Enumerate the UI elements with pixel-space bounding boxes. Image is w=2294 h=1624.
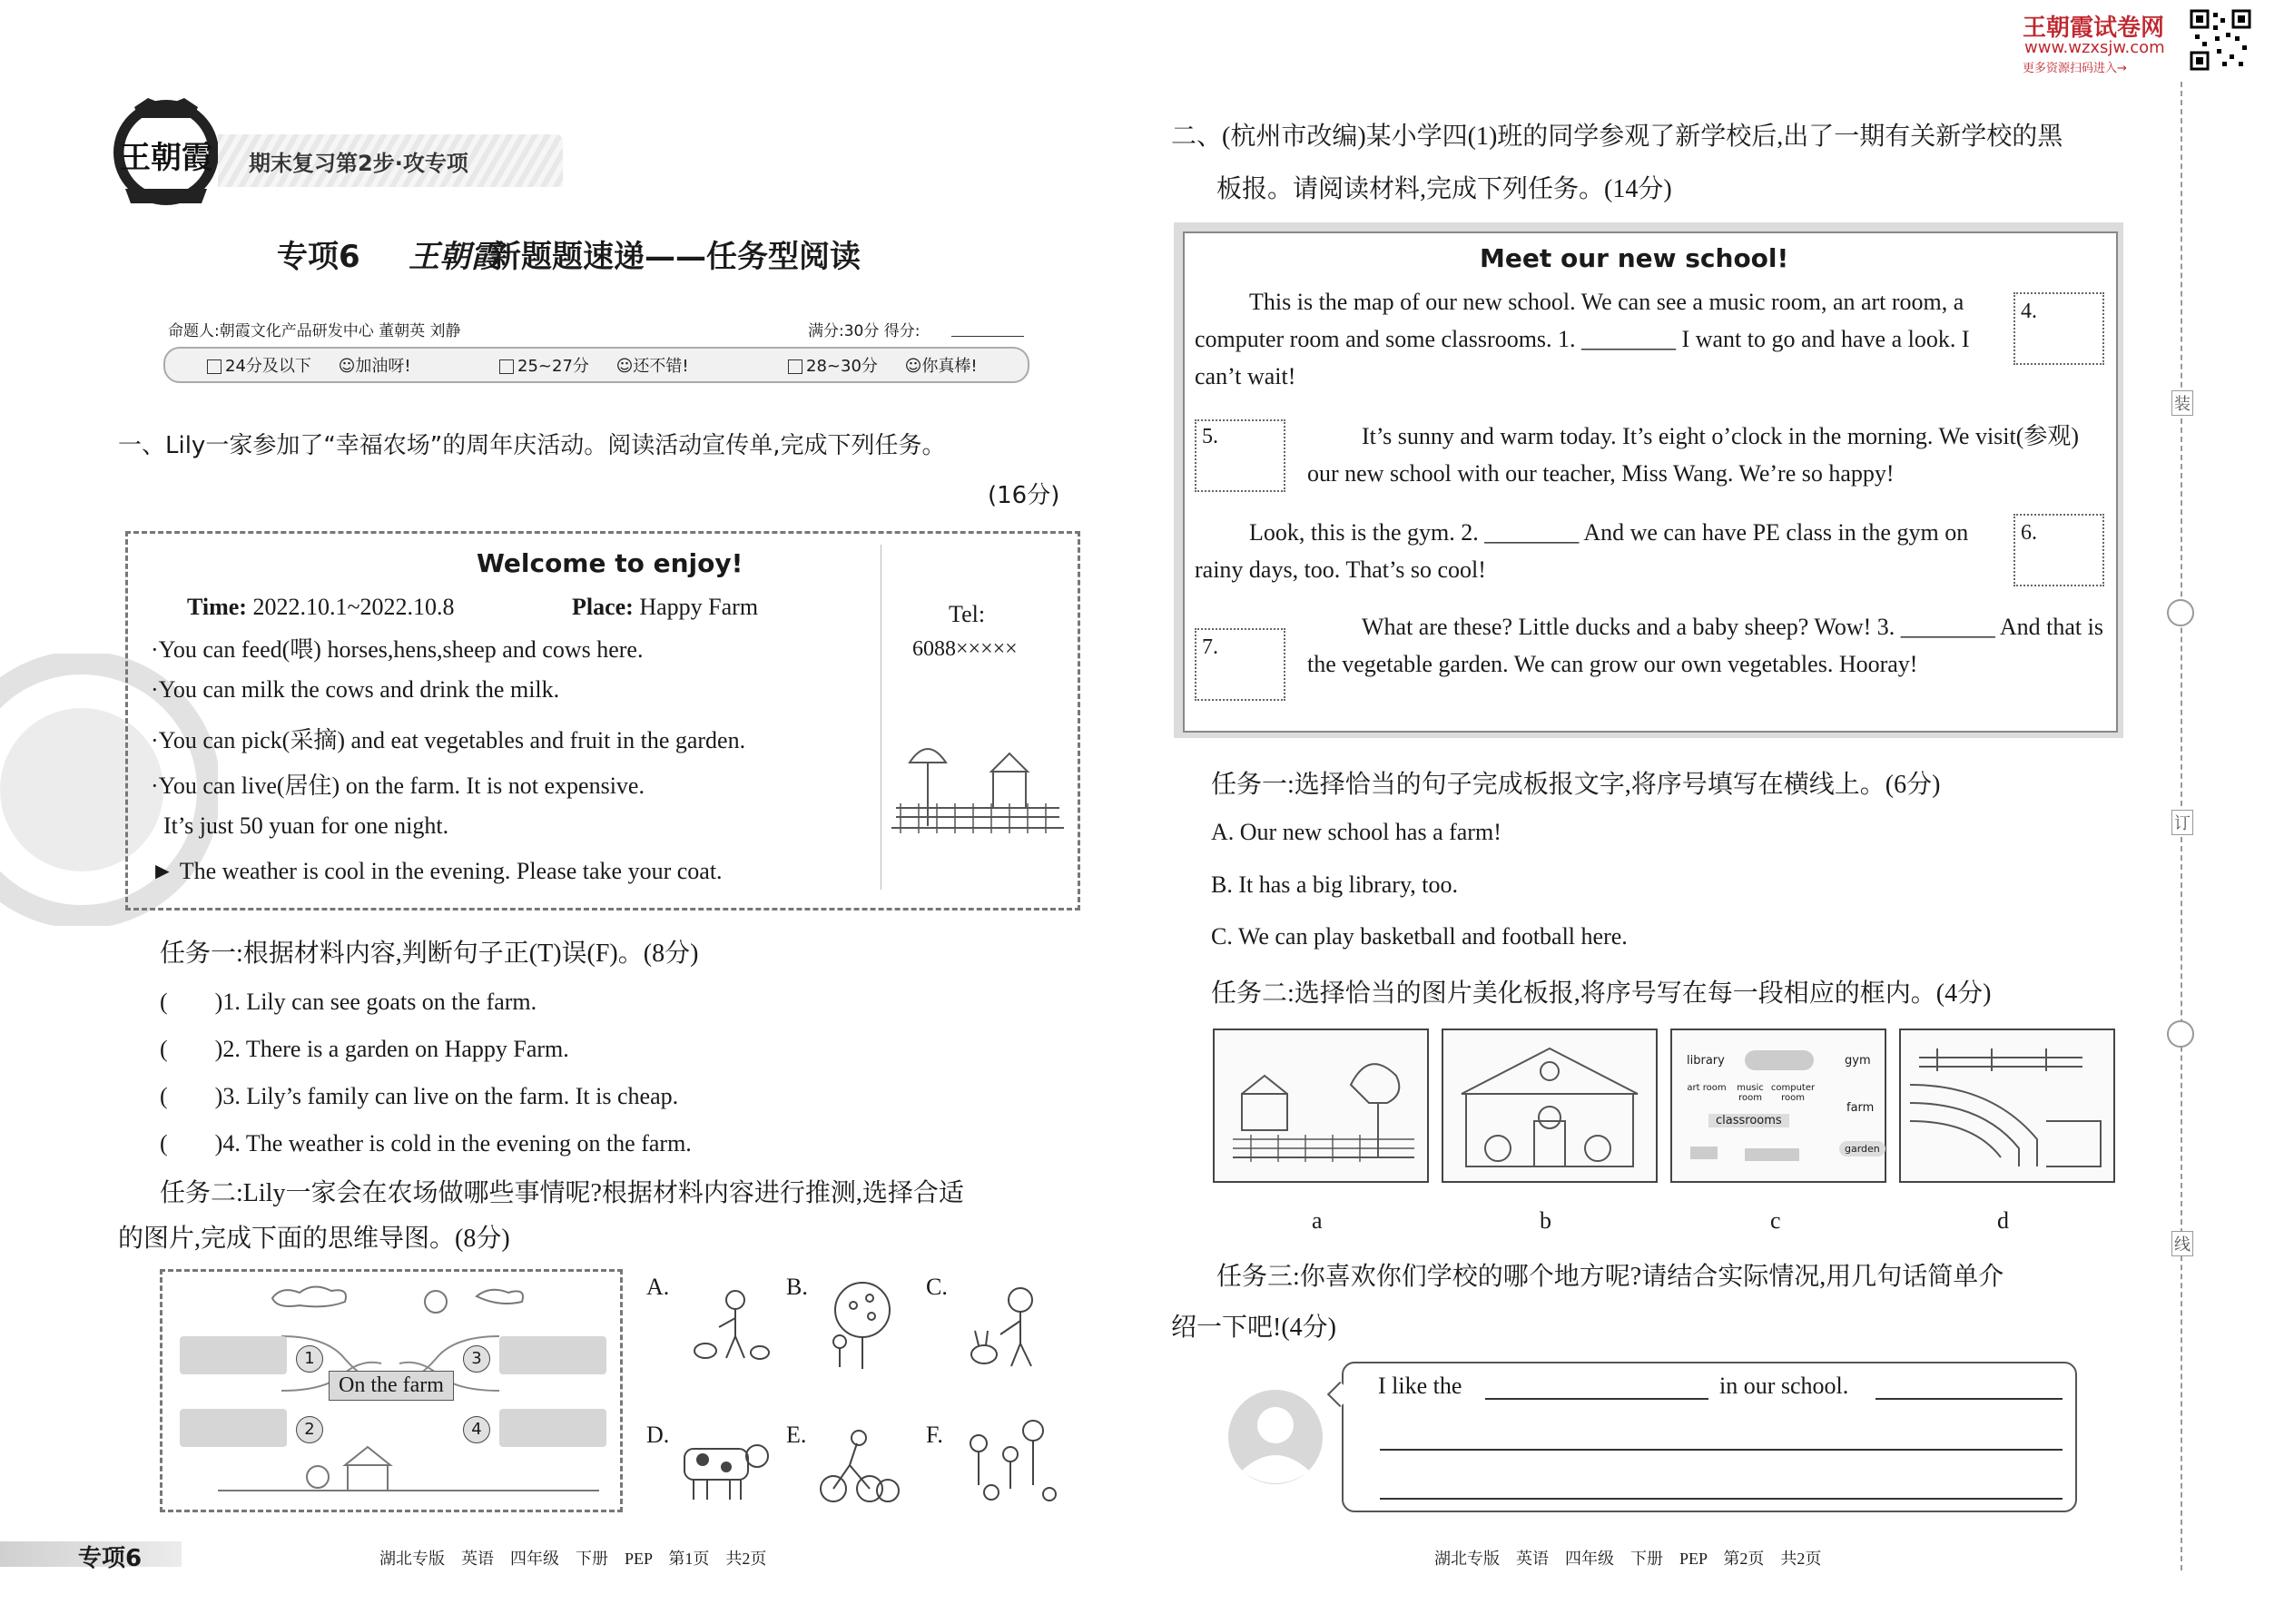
- board-title: Meet our new school!: [1480, 243, 1789, 273]
- flyer-line-4: ·You can live(居住) on the farm. It is not expensive.: [151, 773, 645, 799]
- task1-option-b: B. It has a big library, too.: [1211, 871, 1458, 898]
- picture-a[interactable]: [1213, 1029, 1429, 1183]
- map-block: [1745, 1148, 1799, 1161]
- feed-hens-picture-icon[interactable]: [683, 1280, 773, 1371]
- blank-line-2[interactable]: [1380, 1449, 2063, 1451]
- family-picture-icon[interactable]: [960, 1412, 1064, 1507]
- avatar-icon: [1226, 1387, 1325, 1487]
- map-label-music-room: music room: [1737, 1083, 1764, 1103]
- map-field: [1745, 1050, 1814, 1070]
- blank-sentence-1[interactable]: [1876, 1398, 2063, 1400]
- mindmap-num-4: 4: [463, 1416, 490, 1443]
- side-mark-1: 装: [2171, 390, 2193, 416]
- mindmap-num-2: 2: [296, 1416, 323, 1443]
- right-footer: 湖北专版 英语 四年级 下册 PEP 第2页 共2页: [1434, 1550, 1822, 1568]
- authors-label: 命题人:朝霞文化产品研发中心 董朝英 刘静: [168, 322, 461, 340]
- qr-code-icon[interactable]: [2190, 9, 2251, 71]
- smiley-icon: ☺: [904, 357, 922, 376]
- tel-label: Tel:: [949, 601, 986, 627]
- map-label-gym: gym: [1845, 1054, 1871, 1068]
- left-task2-heading-1: 任务二:Lily一家会在农场做哪些事情呢?根据材料内容进行推测,选择合适: [160, 1179, 964, 1207]
- board-paragraph-1: This is the map of our new school. We can see a music room, an art room, a computer room and some classrooms. 1. ________ I want to go and have a look. I can’t wait!: [1195, 289, 1970, 389]
- rating-item-1[interactable]: 24分及以下 ☺加油呀!: [207, 353, 411, 377]
- speech-mid: in our school.: [1719, 1373, 1849, 1399]
- page-title: 新题题速递——任务型阅读: [490, 239, 861, 275]
- option-e-label: E.: [786, 1422, 807, 1448]
- left-footer: 湖北专版 英语 四年级 下册 PEP 第1页 共2页: [379, 1550, 767, 1568]
- map-block: [1690, 1147, 1718, 1159]
- picture-a-label: a: [1312, 1207, 1323, 1234]
- checkbox-icon[interactable]: [207, 359, 222, 374]
- farm-picture-icon: [1215, 1030, 1427, 1181]
- right-task1-heading: 任务一:选择恰当的句子完成板报文字,将序号填写在横线上。(6分): [1211, 771, 1941, 799]
- side-mark-3: 线: [2171, 1231, 2193, 1256]
- pick-fruit-picture-icon[interactable]: [817, 1278, 908, 1373]
- blank-line-3[interactable]: [1380, 1498, 2063, 1500]
- right-task3-heading-1: 任务三:你喜欢你们学校的哪个地方呢?请结合实际情况,用几句话简单介: [1216, 1263, 2004, 1291]
- right-task2-heading: 任务二:选择恰当的图片美化板报,将序号写在每一段相应的框内。(4分): [1211, 979, 1992, 1008]
- mindmap-center: On the farm: [329, 1371, 454, 1401]
- place-label: Place:: [572, 594, 634, 620]
- flyer-line-2: ·You can milk the cows and drink the milk.: [151, 676, 560, 703]
- left-task2-heading-2: 的图片,完成下面的思维导图。(8分): [118, 1225, 510, 1253]
- time-label: Time:: [187, 594, 247, 620]
- tf-item-1[interactable]: ( )1. Lily can see goats on the farm.: [160, 989, 537, 1015]
- option-d-label: D.: [646, 1422, 670, 1448]
- right-task3-heading-2: 绍一下吧!(4分): [1171, 1314, 1336, 1342]
- task1-option-c: C. We can play basketball and football here.: [1211, 923, 1628, 950]
- banner-text: 期末复习第2步·攻专项: [249, 151, 468, 176]
- flyer-line-5: It’s just 50 yuan for one night.: [163, 812, 449, 839]
- footer-tag: 专项6: [78, 1545, 143, 1572]
- option-c-label: C.: [926, 1274, 948, 1300]
- section1-heading: 一、Lily一家参加了“幸福农场”的周年庆活动。阅读活动宣传单,完成下列任务。: [118, 432, 946, 459]
- picture-d[interactable]: [1899, 1029, 2115, 1183]
- feed-rabbit-picture-icon[interactable]: [957, 1280, 1057, 1371]
- score-blank[interactable]: [951, 336, 1024, 337]
- flyer-title: Welcome to enjoy!: [477, 548, 743, 578]
- binding-hole-icon: [2167, 1020, 2194, 1048]
- stadium-picture-icon: [1901, 1030, 2113, 1181]
- section2-heading-2: 板报。请阅读材料,完成下列任务。(14分): [1216, 175, 1672, 203]
- speech-start: I like the: [1378, 1373, 1462, 1399]
- mindmap-blank-4[interactable]: [499, 1409, 606, 1447]
- section2-heading-1: 二、(杭州市改编)某小学四(1)班的同学参观了新学校后,出了一期有关新学校的黑: [1171, 123, 2063, 151]
- option-a-label: A.: [646, 1274, 670, 1300]
- picture-c-label: c: [1770, 1207, 1781, 1234]
- rating-item-2[interactable]: 25~27分 ☺还不错!: [499, 353, 689, 377]
- binding-hole-icon: [2167, 599, 2194, 626]
- cow-picture-icon[interactable]: [675, 1427, 775, 1505]
- flyer-line-1: ·You can feed(喂) horses,hens,sheep and cows here.: [151, 636, 644, 663]
- tf-item-4[interactable]: ( )4. The weather is cold in the evening on the farm.: [160, 1130, 692, 1156]
- mindmap-blank-2[interactable]: [180, 1409, 287, 1447]
- map-label-classrooms: classrooms: [1708, 1114, 1789, 1127]
- left-task1-heading: 任务一:根据材料内容,判断句子正(T)误(F)。(8分): [160, 940, 699, 968]
- qr-hint: 更多资源扫码进入→: [2023, 62, 2127, 75]
- flyer-line-3: ·You can pick(采摘) and eat vegetables and fruit in the garden.: [151, 727, 746, 753]
- side-mark-2: 订: [2171, 810, 2193, 835]
- option-f-label: F.: [926, 1422, 943, 1448]
- checkbox-icon[interactable]: [499, 359, 514, 374]
- place-value: Happy Farm: [639, 594, 759, 620]
- school-building-picture-icon: [1443, 1030, 1656, 1181]
- map-label-art-room: art room: [1687, 1083, 1727, 1093]
- smiley-icon: ☺: [338, 357, 356, 376]
- farm-illustration-icon: [891, 726, 1064, 840]
- mindmap-blank-3[interactable]: [499, 1336, 606, 1374]
- picture-b-label: b: [1540, 1207, 1551, 1234]
- tf-item-3[interactable]: ( )3. Lily’s family can live on the farm. It is cheap.: [160, 1083, 679, 1109]
- board-paragraph-2: It’s sunny and warm today. It’s eight o’clock in the morning. We visit(参观) our new school with our teacher, Miss Wang. We’re so happy!: [1307, 423, 2080, 487]
- flyer-line-6: ► The weather is cool in the evening. Please take your coat.: [151, 858, 723, 884]
- tel-value: 6088×××××: [912, 637, 1018, 661]
- brand-url[interactable]: www.wzxsjw.com: [2024, 38, 2165, 57]
- option-b-label: B.: [786, 1274, 808, 1300]
- tf-item-2[interactable]: ( )2. There is a garden on Happy Farm.: [160, 1036, 569, 1062]
- picture-b[interactable]: [1442, 1029, 1658, 1183]
- logo-text: 王朝霞: [120, 142, 212, 175]
- section1-points: (16分): [988, 482, 1060, 509]
- smiley-icon: ☺: [615, 357, 634, 376]
- map-label-computer-room: computer room: [1770, 1083, 1816, 1103]
- pic-box-4-label: 4.: [2021, 300, 2037, 323]
- section-title-number: 专项6: [277, 239, 360, 275]
- picture-c[interactable]: [1670, 1029, 1886, 1183]
- blank-place[interactable]: [1485, 1398, 1708, 1400]
- pic-box-5-label: 5.: [1202, 425, 1218, 448]
- ride-bikes-picture-icon[interactable]: [813, 1423, 908, 1507]
- checkbox-icon[interactable]: [788, 359, 802, 374]
- mindmap-blank-1[interactable]: [180, 1336, 287, 1374]
- pic-box-6-label: 6.: [2021, 521, 2037, 545]
- map-label-garden: garden: [1839, 1141, 1885, 1156]
- picture-d-label: d: [1997, 1207, 2009, 1234]
- time-value: 2022.10.1~2022.10.8: [252, 594, 455, 620]
- task1-option-a: A. Our new school has a farm!: [1211, 819, 1501, 845]
- mindmap-num-3: 3: [463, 1345, 490, 1373]
- rating-item-3[interactable]: 28~30分 ☺你真棒!: [788, 353, 978, 377]
- title-brand: 王朝霞: [409, 241, 501, 274]
- map-label-library: library: [1687, 1054, 1725, 1068]
- board-paragraph-3: Look, this is the gym. 2. ________ And we can have PE class in the gym on rainy days, too. That’s so cool!: [1195, 519, 1969, 583]
- flyer-box: [125, 531, 1080, 910]
- pic-box-7-label: 7.: [1202, 635, 1218, 659]
- mindmap-num-1: 1: [296, 1345, 323, 1373]
- score-label: 满分:30分 得分:: [808, 322, 921, 340]
- map-label-farm: farm: [1846, 1101, 1875, 1115]
- brand-name: 王朝霞试卷网: [2023, 15, 2165, 42]
- board-paragraph-4: What are these? Little ducks and a baby sheep? Wow! 3. ________ And that is the vegetable garden. We can grow our own vegetables. Hooray!: [1307, 614, 2103, 677]
